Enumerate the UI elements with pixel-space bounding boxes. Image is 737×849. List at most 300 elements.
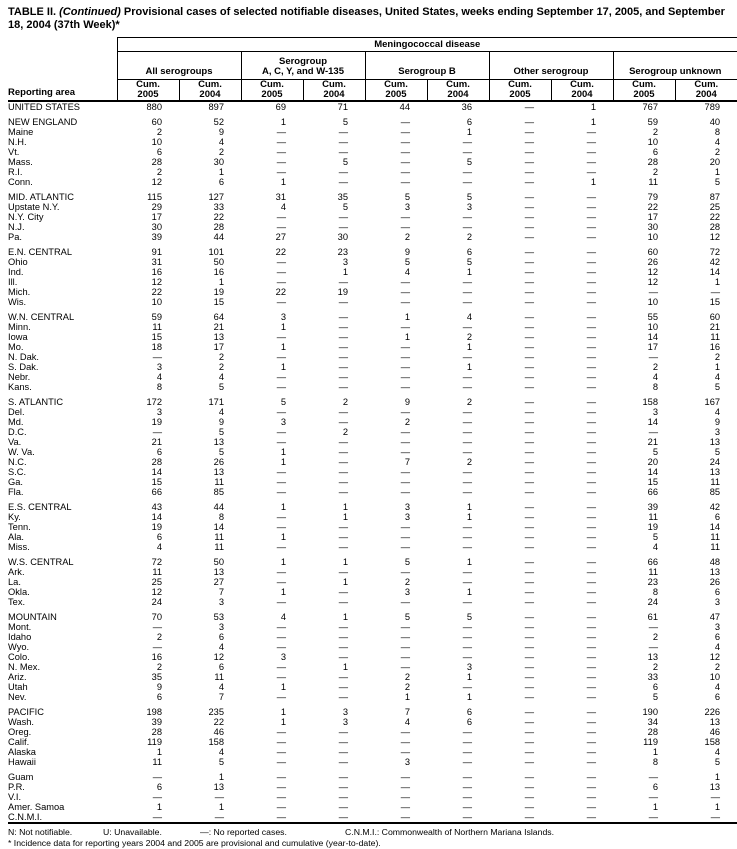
- cum-year-column-header: Cum. 2005: [117, 80, 179, 102]
- value-cell: —: [400, 117, 410, 127]
- reporting-area-cell: S. Dak.: [8, 362, 39, 372]
- value-cell: 5: [342, 202, 348, 212]
- value-cell: 1: [342, 512, 348, 522]
- value-cell: —: [276, 137, 286, 147]
- value-cell: —: [276, 757, 286, 767]
- table-row: [8, 557, 737, 567]
- reporting-area-cell: Md.: [8, 417, 24, 427]
- value-cell: 9: [156, 682, 162, 692]
- value-cell: 1: [466, 362, 472, 372]
- value-cell: —: [586, 157, 596, 167]
- disease-header: Meningococcal disease: [117, 38, 737, 52]
- value-cell: —: [276, 692, 286, 702]
- value-cell: 4: [218, 137, 224, 147]
- value-cell: 9: [404, 247, 410, 257]
- value-cell: 13: [709, 437, 721, 447]
- value-cell: —: [276, 737, 286, 747]
- value-cell: —: [586, 662, 596, 672]
- value-cell: 1: [280, 717, 286, 727]
- value-cell: 12: [151, 587, 162, 597]
- table-row: [8, 672, 737, 682]
- value-cell: —: [586, 757, 596, 767]
- value-cell: 3: [714, 622, 721, 632]
- value-cell: —: [524, 487, 534, 497]
- value-cell: 25: [709, 202, 721, 212]
- value-cell: —: [524, 332, 534, 342]
- value-cell: 11: [152, 757, 162, 767]
- value-cell: 1: [280, 587, 286, 597]
- value-cell: 5: [652, 692, 658, 702]
- value-cell: 15: [647, 477, 658, 487]
- value-cell: —: [462, 137, 472, 147]
- value-cell: —: [400, 342, 410, 352]
- value-cell: —: [462, 372, 472, 382]
- cumulative-header-row: [8, 80, 737, 102]
- table-row: [8, 247, 737, 257]
- value-cell: 70: [151, 612, 162, 622]
- value-cell: —: [462, 682, 472, 692]
- value-cell: —: [276, 297, 286, 307]
- reporting-area-cell: Ill.: [8, 277, 18, 287]
- value-cell: —: [586, 542, 596, 552]
- value-cell: 33: [213, 202, 224, 212]
- value-cell: 1: [714, 277, 721, 287]
- value-cell: 171: [208, 397, 224, 407]
- reporting-area-cell: D.C.: [8, 427, 27, 437]
- value-cell: 1: [342, 502, 348, 512]
- value-cell: 1: [342, 612, 348, 622]
- table-row: [8, 642, 737, 652]
- value-cell: 52: [213, 117, 224, 127]
- reporting-area-cell: Miss.: [8, 542, 30, 552]
- value-cell: 2: [218, 362, 224, 372]
- value-cell: —: [338, 382, 348, 392]
- value-cell: —: [462, 802, 472, 812]
- value-cell: —: [400, 652, 410, 662]
- value-cell: 22: [213, 717, 224, 727]
- value-cell: —: [586, 782, 596, 792]
- value-cell: —: [276, 477, 286, 487]
- value-cell: 9: [404, 397, 410, 407]
- value-cell: 1: [714, 802, 721, 812]
- value-cell: —: [338, 802, 348, 812]
- reporting-area-cell: Okla.: [8, 587, 30, 597]
- value-cell: 7: [218, 692, 224, 702]
- value-cell: —: [586, 202, 596, 212]
- value-cell: —: [152, 622, 162, 632]
- value-cell: 14: [709, 522, 721, 532]
- value-cell: —: [524, 757, 534, 767]
- value-cell: 5: [404, 557, 410, 567]
- value-cell: 6: [156, 147, 162, 157]
- value-cell: —: [338, 342, 348, 352]
- value-cell: —: [462, 642, 472, 652]
- value-cell: —: [524, 622, 534, 632]
- reporting-area-cell: N.Y. City: [8, 212, 44, 222]
- value-cell: —: [586, 587, 596, 597]
- value-cell: —: [276, 437, 286, 447]
- value-cell: 158: [704, 737, 721, 747]
- table-row: [8, 522, 737, 532]
- value-cell: 5: [714, 447, 721, 457]
- value-cell: 2: [466, 232, 472, 242]
- value-cell: —: [338, 457, 348, 467]
- value-cell: —: [462, 727, 472, 737]
- value-cell: 12: [709, 232, 721, 242]
- value-cell: 7: [404, 457, 410, 467]
- value-cell: 31: [275, 192, 286, 202]
- table-row: [8, 692, 737, 702]
- value-cell: 4: [218, 642, 224, 652]
- value-cell: 1: [218, 167, 224, 177]
- value-cell: —: [524, 397, 534, 407]
- value-cell: 19: [213, 287, 224, 297]
- value-cell: 6: [466, 117, 472, 127]
- value-cell: —: [524, 542, 534, 552]
- value-cell: 35: [151, 672, 162, 682]
- value-cell: 3: [404, 502, 410, 512]
- value-cell: 5: [466, 157, 472, 167]
- value-cell: 5: [280, 397, 286, 407]
- value-cell: —: [276, 727, 286, 737]
- value-cell: 3: [218, 622, 224, 632]
- value-cell: —: [338, 597, 348, 607]
- value-cell: —: [338, 437, 348, 447]
- value-cell: —: [462, 652, 472, 662]
- value-cell: —: [152, 427, 162, 437]
- value-cell: —: [586, 642, 596, 652]
- reporting-area-cell: N.H.: [8, 137, 27, 147]
- value-cell: 19: [151, 417, 162, 427]
- value-cell: 2: [652, 167, 658, 177]
- value-cell: —: [338, 737, 348, 747]
- value-cell: 1: [280, 557, 286, 567]
- value-cell: —: [524, 267, 534, 277]
- value-cell: —: [586, 487, 596, 497]
- value-cell: 1: [280, 362, 286, 372]
- value-cell: —: [586, 287, 596, 297]
- value-cell: —: [462, 622, 472, 632]
- value-cell: —: [276, 622, 286, 632]
- value-cell: —: [524, 417, 534, 427]
- value-cell: 3: [218, 597, 224, 607]
- value-cell: —: [462, 747, 472, 757]
- value-cell: 53: [213, 612, 224, 622]
- value-cell: 28: [151, 157, 162, 167]
- value-cell: —: [524, 342, 534, 352]
- table-row: [8, 427, 737, 437]
- value-cell: 50: [213, 557, 224, 567]
- value-cell: 1: [466, 342, 472, 352]
- value-cell: —: [648, 792, 658, 802]
- value-cell: —: [462, 352, 472, 362]
- value-cell: —: [338, 792, 348, 802]
- table-row: [8, 157, 737, 167]
- value-cell: —: [276, 567, 286, 577]
- value-cell: —: [276, 277, 286, 287]
- value-cell: 4: [652, 542, 658, 552]
- value-cell: 1: [218, 277, 224, 287]
- value-cell: 11: [214, 477, 224, 487]
- value-cell: —: [586, 277, 596, 287]
- value-cell: 4: [466, 312, 472, 322]
- value-cell: —: [462, 222, 472, 232]
- value-cell: 27: [275, 232, 286, 242]
- value-cell: 87: [709, 192, 721, 202]
- reporting-area-cell: Vt.: [8, 147, 20, 157]
- value-cell: 36: [461, 102, 472, 112]
- value-cell: 897: [208, 102, 224, 112]
- table-title-continued: (Continued): [59, 6, 121, 18]
- reporting-area-cell: NEW ENGLAND: [8, 117, 78, 127]
- value-cell: 15: [151, 332, 162, 342]
- value-cell: 1: [404, 332, 410, 342]
- value-cell: —: [400, 127, 410, 137]
- value-cell: —: [338, 672, 348, 682]
- value-cell: —: [586, 437, 596, 447]
- value-cell: 5: [466, 257, 472, 267]
- table-row: [8, 407, 737, 417]
- value-cell: 11: [152, 567, 162, 577]
- value-cell: —: [365, 812, 427, 823]
- disease-header-row: [8, 38, 737, 52]
- value-cell: —: [675, 812, 737, 823]
- value-cell: —: [338, 177, 348, 187]
- value-cell: 172: [146, 397, 162, 407]
- value-cell: —: [524, 792, 534, 802]
- value-cell: 14: [647, 417, 658, 427]
- value-cell: 6: [156, 782, 162, 792]
- value-cell: —: [338, 682, 348, 692]
- value-cell: —: [462, 487, 472, 497]
- value-cell: —: [524, 782, 534, 792]
- value-cell: 6: [714, 632, 721, 642]
- value-cell: 5: [714, 757, 721, 767]
- value-cell: —: [551, 812, 613, 823]
- value-cell: —: [524, 322, 534, 332]
- value-cell: —: [524, 522, 534, 532]
- value-cell: —: [400, 542, 410, 552]
- reporting-area-cell: Oreg.: [8, 727, 32, 737]
- value-cell: 66: [647, 557, 658, 567]
- value-cell: 2: [652, 632, 658, 642]
- value-cell: 4: [714, 137, 721, 147]
- value-cell: —: [400, 427, 410, 437]
- reporting-area-cell: Iowa: [8, 332, 28, 342]
- value-cell: 10: [647, 232, 658, 242]
- reporting-area-cell: E.N. CENTRAL: [8, 247, 73, 257]
- value-cell: 61: [647, 612, 658, 622]
- reporting-area-cell: N.C.: [8, 457, 27, 467]
- value-cell: 3: [280, 312, 286, 322]
- value-cell: 11: [648, 512, 658, 522]
- reporting-area-cell: C.N.M.I.: [8, 812, 117, 823]
- value-cell: —: [338, 587, 348, 597]
- value-cell: 1: [466, 502, 472, 512]
- value-cell: —: [586, 577, 596, 587]
- reporting-area-cell: Colo.: [8, 652, 30, 662]
- value-cell: —: [524, 427, 534, 437]
- value-cell: 2: [404, 672, 410, 682]
- table-row: [8, 652, 737, 662]
- reporting-area-cell: Wash.: [8, 717, 35, 727]
- value-cell: 10: [647, 297, 658, 307]
- value-cell: 6: [652, 782, 658, 792]
- value-cell: 1: [342, 557, 348, 567]
- value-cell: 5: [404, 257, 410, 267]
- cum-year-column-header: Cum. 2004: [675, 80, 737, 102]
- value-cell: —: [276, 672, 286, 682]
- value-cell: —: [338, 417, 348, 427]
- footnote-cnmi: C.N.M.I.: Commonwealth of Northern Mariana Islands.: [345, 827, 555, 837]
- table-row: [8, 477, 737, 487]
- table-row: [8, 117, 737, 127]
- value-cell: 1: [466, 127, 472, 137]
- value-cell: —: [586, 352, 596, 362]
- value-cell: 5: [652, 447, 658, 457]
- value-cell: —: [586, 232, 596, 242]
- value-cell: 1: [466, 692, 472, 702]
- value-cell: —: [586, 427, 596, 437]
- value-cell: —: [276, 407, 286, 417]
- value-cell: —: [400, 467, 410, 477]
- value-cell: 16: [151, 267, 162, 277]
- value-cell: 15: [709, 297, 721, 307]
- value-cell: 11: [710, 332, 721, 342]
- value-cell: 5: [714, 382, 721, 392]
- table-row: [8, 397, 737, 407]
- value-cell: 21: [213, 322, 224, 332]
- value-cell: 12: [151, 277, 162, 287]
- table-row: [8, 267, 737, 277]
- value-cell: —: [524, 587, 534, 597]
- value-cell: 3: [404, 202, 410, 212]
- value-cell: 12: [709, 652, 721, 662]
- value-cell: 26: [647, 257, 658, 267]
- value-cell: —: [586, 382, 596, 392]
- value-cell: —: [400, 372, 410, 382]
- table-row: [8, 332, 737, 342]
- value-cell: —: [524, 692, 534, 702]
- table-title: [8, 6, 729, 32]
- value-cell: 72: [151, 557, 162, 567]
- value-cell: —: [524, 257, 534, 267]
- value-cell: —: [524, 457, 534, 467]
- value-cell: —: [524, 557, 534, 567]
- value-cell: 28: [151, 727, 162, 737]
- value-cell: —: [586, 257, 596, 267]
- value-cell: 14: [647, 332, 658, 342]
- reporting-area-label: Reporting area: [8, 80, 117, 102]
- value-cell: 11: [648, 567, 658, 577]
- value-cell: —: [524, 222, 534, 232]
- value-cell: —: [586, 707, 596, 717]
- value-cell: 1: [280, 177, 286, 187]
- value-cell: 13: [213, 467, 224, 477]
- value-cell: 8: [652, 587, 658, 597]
- value-cell: 1: [714, 772, 721, 782]
- value-cell: —: [648, 427, 658, 437]
- value-cell: 27: [213, 577, 224, 587]
- value-cell: 5: [404, 612, 410, 622]
- value-cell: 10: [151, 297, 162, 307]
- reporting-area-cell: S. ATLANTIC: [8, 397, 64, 407]
- value-cell: —: [338, 487, 348, 497]
- value-cell: 11: [152, 322, 162, 332]
- value-cell: 14: [709, 267, 721, 277]
- value-cell: —: [276, 157, 286, 167]
- value-cell: —: [276, 522, 286, 532]
- value-cell: —: [303, 812, 365, 823]
- value-cell: 12: [151, 177, 162, 187]
- value-cell: 33: [647, 672, 658, 682]
- value-cell: —: [276, 382, 286, 392]
- value-cell: 8: [218, 512, 224, 522]
- value-cell: 8: [714, 127, 721, 137]
- value-cell: —: [524, 577, 534, 587]
- value-cell: —: [524, 127, 534, 137]
- value-cell: 13: [213, 437, 224, 447]
- table-row: [8, 792, 737, 802]
- value-cell: 3: [280, 652, 286, 662]
- value-cell: 2: [404, 232, 410, 242]
- value-cell: —: [586, 447, 596, 457]
- value-cell: —: [276, 127, 286, 137]
- value-cell: 17: [213, 342, 224, 352]
- value-cell: 44: [213, 502, 224, 512]
- cum-year-column-header: Cum. 2005: [241, 80, 303, 102]
- value-cell: 4: [652, 372, 658, 382]
- value-cell: 66: [647, 487, 658, 497]
- value-cell: 46: [709, 727, 721, 737]
- value-cell: 226: [704, 707, 721, 717]
- serogroup-header-row: [8, 52, 737, 80]
- value-cell: 13: [709, 782, 721, 792]
- value-cell: 5: [342, 157, 348, 167]
- value-cell: —: [586, 512, 596, 522]
- value-cell: —: [462, 427, 472, 437]
- value-cell: —: [338, 312, 348, 322]
- value-cell: —: [524, 202, 534, 212]
- value-cell: —: [524, 117, 534, 127]
- reporting-area-cell: W.N. CENTRAL: [8, 312, 75, 322]
- value-cell: 235: [208, 707, 224, 717]
- reporting-area-cell: Va.: [8, 437, 22, 447]
- value-cell: —: [338, 127, 348, 137]
- value-cell: 43: [151, 502, 162, 512]
- table-row: [8, 232, 737, 242]
- value-cell: 66: [151, 487, 162, 497]
- table-row: [8, 192, 737, 202]
- table-row: [8, 802, 737, 812]
- value-cell: —: [462, 782, 472, 792]
- table-row: [8, 277, 737, 287]
- value-cell: —: [586, 682, 596, 692]
- value-cell: 167: [704, 397, 721, 407]
- value-cell: —: [400, 222, 410, 232]
- value-cell: —: [524, 167, 534, 177]
- value-cell: 39: [151, 717, 162, 727]
- value-cell: 2: [404, 577, 410, 587]
- value-cell: —: [524, 727, 534, 737]
- value-cell: 25: [151, 577, 162, 587]
- value-cell: 1: [466, 267, 472, 277]
- table-row: [8, 502, 737, 512]
- value-cell: 101: [208, 247, 224, 257]
- value-cell: —: [586, 362, 596, 372]
- value-cell: —: [462, 477, 472, 487]
- value-cell: —: [524, 312, 534, 322]
